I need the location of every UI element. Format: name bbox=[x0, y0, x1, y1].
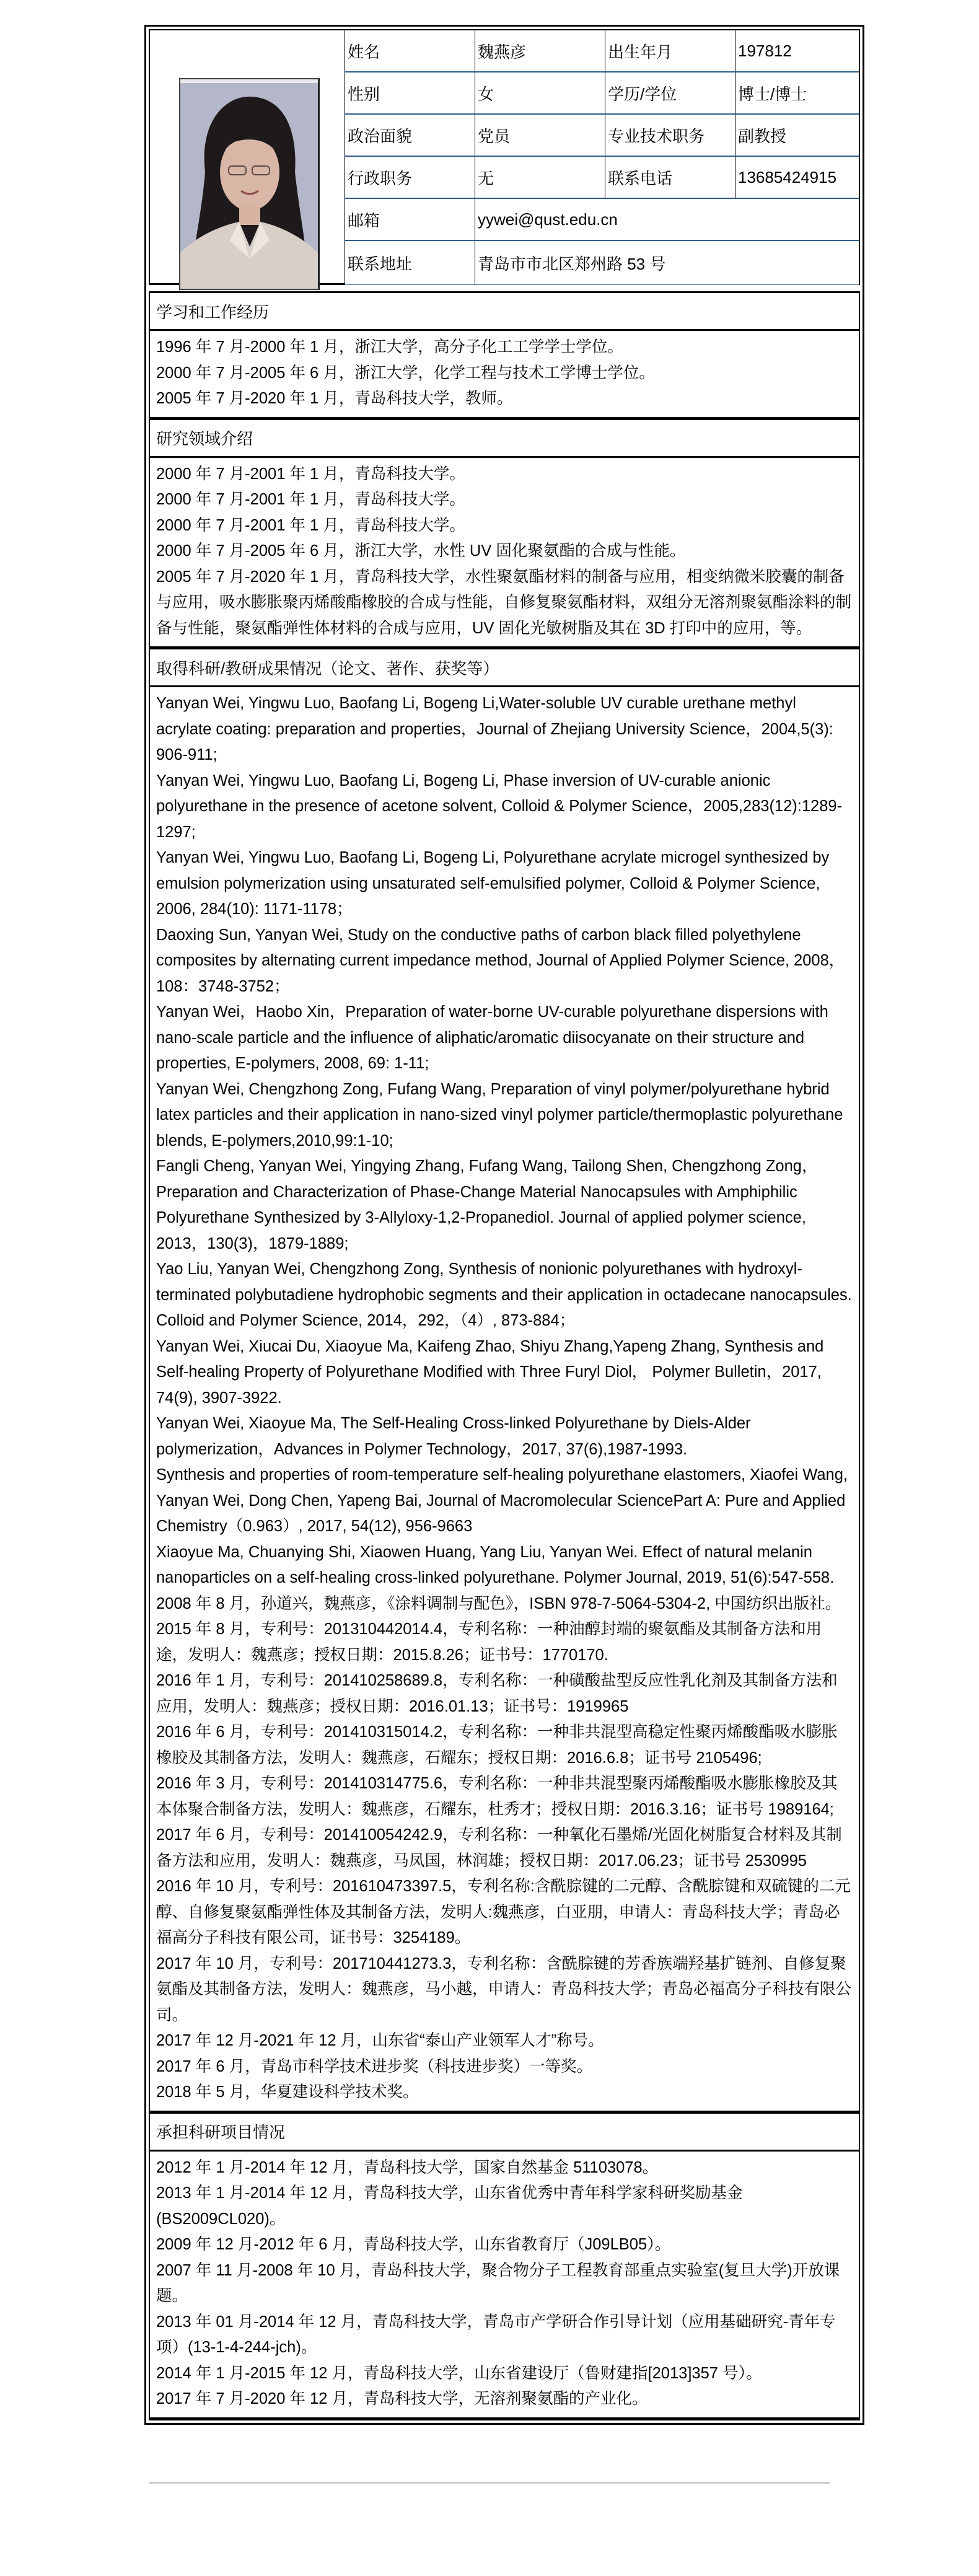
gender-value: 女 bbox=[475, 73, 605, 113]
list-item: Yanyan Wei, Chengzhong Zong, Fufang Wang, Preparation of vinyl polymer/polyurethane hybrid latex particles and their application in nano-sized vinyl polymer particle/thermoplastic polyurethane blends, E-polymers,2010,99:1-10; bbox=[156, 1080, 843, 1150]
name-value: 魏燕彦 bbox=[475, 30, 605, 71]
list-item: 2015 年 8 月，专利号：201310442014.4，专利名称：一种油醇封端的聚氨酯及其制备方法和用途，发明人：魏燕彦；授权日期：2015.8.26；证书号：1770170. bbox=[156, 1620, 822, 1664]
list-item: 2016 年 1 月，专利号：201410258689.8，专利名称：一种磺酸盐型反应性乳化剂及其制备方法和应用，发明人：魏燕彦；授权日期：2016.01.13；证书号：1919965 bbox=[156, 1672, 838, 1715]
title-label: 专业技术职务 bbox=[605, 115, 735, 156]
list-item: 2005 年 7 月-2020 年 1 月，青岛科技大学，教师。 bbox=[156, 390, 513, 407]
list-item: Daoxing Sun, Yanyan Wei, Study on the conductive paths of carbon black filled polyethylene composites by alternating current impedance method, Journal of Applied Polymer Science, 2008，108：3748-3752； bbox=[156, 926, 845, 995]
section-body bbox=[150, 458, 859, 649]
portrait-image bbox=[180, 79, 318, 289]
admin-position-label: 行政职务 bbox=[345, 157, 475, 198]
section-title: 承担科研项目情况 bbox=[150, 2114, 859, 2152]
list-item: 2017 年 10 月，专利号：201710441273.3，专利名称：含酰腙键的芳香族端羟基扩链剂、自修复聚氨酯及其制备方法，发明人：魏燕彦，马小越，申请人：青岛科技大学；青岛必福高分子科技有限公司。 bbox=[156, 1954, 852, 2024]
list-item: 2013 年 1 月-2014 年 12 月，青岛科技大学，山东省优秀中青年科学家科研奖励基金(BS2009CL020)。 bbox=[156, 2184, 743, 2228]
section-title: 取得科研/教研成果情况（论文、著作、获奖等） bbox=[150, 649, 859, 687]
list-item: 2000 年 7 月-2001 年 1 月，青岛科技大学。 bbox=[156, 491, 465, 508]
list-item: Xiaoyue Ma, Chuanying Shi, Xiaowen Huang, Yang Liu, Yanyan Wei. Effect of natural melanin nanoparticles on a self-healing cross-linked polyurethane. Polymer Journal, 2019, 51(6):547-558. bbox=[156, 1543, 835, 1586]
name-label: 姓名 bbox=[345, 30, 475, 71]
photo-cell bbox=[150, 30, 345, 285]
list-item: Yanyan Wei, Xiucai Du, Xiaoyue Ma, Kaifeng Zhao, Shiyu Zhang,Yapeng Zhang, Synthesis and Self-healing Property of Polyurethane Modified with Three Furyl Diol， Polymer Bulletin，2017, 74(9), 3907-3922. bbox=[156, 1337, 824, 1407]
list-item: Synthesis and properties of room-temperature self-healing polyurethane elastomers, Xiaofei Wang, Yanyan Wei, Dong Chen, Yapeng Bai, Journal of Macromolecular SciencePart A: Pure and Applied Chemistry（0.963）, 2017, 54(12), 956-9663 bbox=[156, 1466, 848, 1535]
resume-table bbox=[144, 25, 864, 2425]
phone-value: 13685424915 bbox=[738, 167, 837, 187]
list-item: 2000 年 7 月-2001 年 1 月，青岛科技大学。 bbox=[156, 516, 465, 534]
address-label: 联系地址 bbox=[345, 241, 475, 284]
list-item: 2016 年 6 月，专利号：201410315014.2，专利名称：一种非共混型高稳定性聚丙烯酸酯吸水膨胀橡胶及其制备方法，发明人：魏燕彦，石耀东；授权日期：2016.6.8；证书号 2105496; bbox=[156, 1723, 838, 1767]
list-item: 2008 年 8 月，孙道兴，魏燕彦，《涂料调制与配色》，ISBN 978-7-5064-5304-2, 中国纺织出版社。 bbox=[156, 1594, 841, 1612]
section-research-fields bbox=[149, 420, 860, 650]
list-item: 2012 年 1 月-2014 年 12 月，青岛科技大学，国家自然基金 51103078。 bbox=[156, 2158, 659, 2176]
title-value: 副教授 bbox=[738, 126, 787, 146]
degree-value: 博士/博士 bbox=[738, 84, 807, 103]
list-item: 2000 年 7 月-2001 年 1 月，青岛科技大学。 bbox=[156, 465, 465, 483]
section-body bbox=[150, 331, 859, 419]
gender-label: 性别 bbox=[345, 73, 475, 113]
section-education-work bbox=[149, 291, 860, 420]
admin-position-value: 无 bbox=[475, 157, 605, 198]
profile-photo bbox=[179, 78, 320, 290]
list-item: 2017 年 12 月-2021 年 12 月，山东省“泰山产业领军人才”称号。 bbox=[156, 2032, 604, 2049]
section-body bbox=[150, 2152, 859, 2419]
birth-label: 出生年月 bbox=[605, 30, 735, 71]
list-item: 2007 年 11 月-2008 年 10 月，青岛科技大学，聚合物分子工程教育部重点实验室(复旦大学)开放课题。 bbox=[156, 2261, 840, 2305]
list-item: 2016 年 3 月，专利号：201410314775.6，专利名称：一种非共混型聚丙烯酸酯吸水膨胀橡胶及其本体聚合制备方法，发明人：魏燕彦，石耀东，杜秀才；授权日期：2016.3.16；证书号 1989164; bbox=[156, 1775, 838, 1818]
profile-row bbox=[345, 157, 859, 199]
list-item: Yanyan Wei，Haobo Xin，Preparation of water-borne UV-curable polyurethane dispersions with nano-scale particle and the influence of aliphatic/aromatic diisocyanate on their structure and properties, E-polymers, 2008, 69: 1-11; bbox=[156, 1003, 828, 1072]
section-title: 研究领域介绍 bbox=[150, 420, 859, 458]
list-item: Yanyan Wei, Yingwu Luo, Baofang Li, Bogeng Li,Water-soluble UV curable urethane methyl acrylate coating: preparation and properties，Journal of Zhejiang University Science，2004,5(3): 906-911; bbox=[156, 695, 833, 763]
section-projects bbox=[149, 2114, 860, 2420]
profile-row bbox=[345, 199, 859, 241]
list-item: 2016 年 10 月，专利号：201610473397.5，专利名称:含酰腙键的二元醇、含酰腙键和双硫键的二元醇、自修复聚氨酯弹性体及其制备方法，发明人:魏燕彦，白亚朋，申请人：青岛科技大学；青岛必福高分子科技有限公司，证书号：3254189。 bbox=[156, 1878, 851, 1946]
list-item: 2013 年 01 月-2014 年 12 月，青岛科技大学，青岛市产学研合作引导计划（应用基础研究-青年专项）(13-1-4-244-jch)。 bbox=[156, 2313, 836, 2356]
political-value: 党员 bbox=[475, 115, 605, 156]
list-item: 2009 年 12 月-2012 年 6 月，青岛科技大学，山东省教育厅（J09LB05）。 bbox=[156, 2236, 671, 2253]
footer-divider bbox=[149, 2482, 830, 2484]
phone-label: 联系电话 bbox=[605, 157, 735, 198]
political-label: 政治面貌 bbox=[345, 115, 475, 156]
list-item: 2018 年 5 月，华夏建设科学技术奖。 bbox=[156, 2083, 419, 2101]
list-item: Yanyan Wei, Yingwu Luo, Baofang Li, Bogeng Li, Phase inversion of UV-curable anionic polyurethane in the presence of acetone solvent, Colloid & Polymer Science，2005,283(12):1289-1297; bbox=[156, 771, 843, 841]
email-value[interactable]: yywei@qust.edu.cn bbox=[478, 209, 618, 229]
section-title: 学习和工作经历 bbox=[150, 293, 859, 331]
profile-header bbox=[149, 29, 860, 285]
address-value: 青岛市市北区郑州路 53 号 bbox=[478, 254, 666, 273]
list-item: 2005 年 7 月-2020 年 1 月，青岛科技大学，水性聚氨酯材料的制备与应用，相变纳微米胶囊的制备与应用，吸水膨胀聚丙烯酸酯橡胶的合成与性能，自修复聚氨酯材料，双组分无溶剂聚氨酯涂料的制备与性能，聚氨酯弹性体材料的合成与应用，UV 固化光敏树脂及其在 3D 打印中的应用，等。 bbox=[156, 568, 852, 637]
list-item: Yanyan Wei, Xiaoyue Ma, The Self-Healing Cross-linked Polyurethane by Diels-Alder polymerization，Advances in Polymer Technology，2017, 37(6),1987-1993. bbox=[156, 1415, 751, 1458]
profile-row bbox=[345, 73, 859, 115]
profile-row bbox=[345, 30, 859, 73]
list-item: 2014 年 1 月-2015 年 12 月，青岛科技大学，山东省建设厅（鲁财建指[2013]357 号）。 bbox=[156, 2364, 762, 2382]
degree-label: 学历/学位 bbox=[605, 73, 735, 113]
birth-value: 197812 bbox=[738, 41, 792, 60]
section-achievements bbox=[149, 649, 860, 2114]
list-item: 2017 年 7 月-2020 年 12 月，青岛科技大学，无溶剂聚氨酯的产业化。 bbox=[156, 2390, 648, 2407]
list-item: 2017 年 6 月，专利号：201410054242.9，专利名称：一种氧化石墨烯/光固化树脂复合材料及其制备方法和应用，发明人：魏燕彦，马凤国，林润雄；授权日期：2017.06.23；证书号 2530995 bbox=[156, 1826, 842, 1870]
list-item: Yanyan Wei, Yingwu Luo, Baofang Li, Bogeng Li, Polyurethane acrylate microgel synthesized by emulsion polymerization using unsaturated self-emulsified polymer, Colloid & Polymer Science, 2006, 284(10): 1171-1178； bbox=[156, 849, 830, 918]
profile-row bbox=[345, 115, 859, 157]
list-item: 2000 年 7 月-2005 年 6 月，浙江大学，水性 UV 固化聚氨酯的合成与性能。 bbox=[156, 542, 686, 560]
profile-row bbox=[345, 241, 859, 285]
list-item: Fangli Cheng, Yanyan Wei, Yingying Zhang, Fufang Wang, Tailong Shen, Chengzhong Zong，Preparation and Characterization of Phase-Change Material Nanocapsules with Amphiphilic Polyurethane Synthesized by 3-Allyloxy-1,2-Propanediol. Journal of applied polymer science, 2013，130(3)，1879-1889; bbox=[156, 1158, 818, 1252]
section-body bbox=[150, 687, 859, 2112]
list-item: 2017 年 6 月，青岛市科学技术进步奖（科技进步奖）一等奖。 bbox=[156, 2057, 593, 2075]
list-item: Yao Liu, Yanyan Wei, Chengzhong Zong, Synthesis of nonionic polyurethanes with hydroxyl-terminated polybutadiene hydrophobic segments and their application in octadecane nanocapsules. Colloid and Polymer Science, 2014，292，（4）, 873-884； bbox=[156, 1260, 852, 1329]
email-label: 邮箱 bbox=[345, 199, 475, 240]
list-item: 2000 年 7 月-2005 年 6 月，浙江大学，化学工程与技术工学博士学位。 bbox=[156, 364, 655, 382]
list-item: 1996 年 7 月-2000 年 1 月，浙江大学，高分子化工工学学士学位。 bbox=[156, 338, 623, 356]
profile-grid bbox=[345, 30, 859, 285]
